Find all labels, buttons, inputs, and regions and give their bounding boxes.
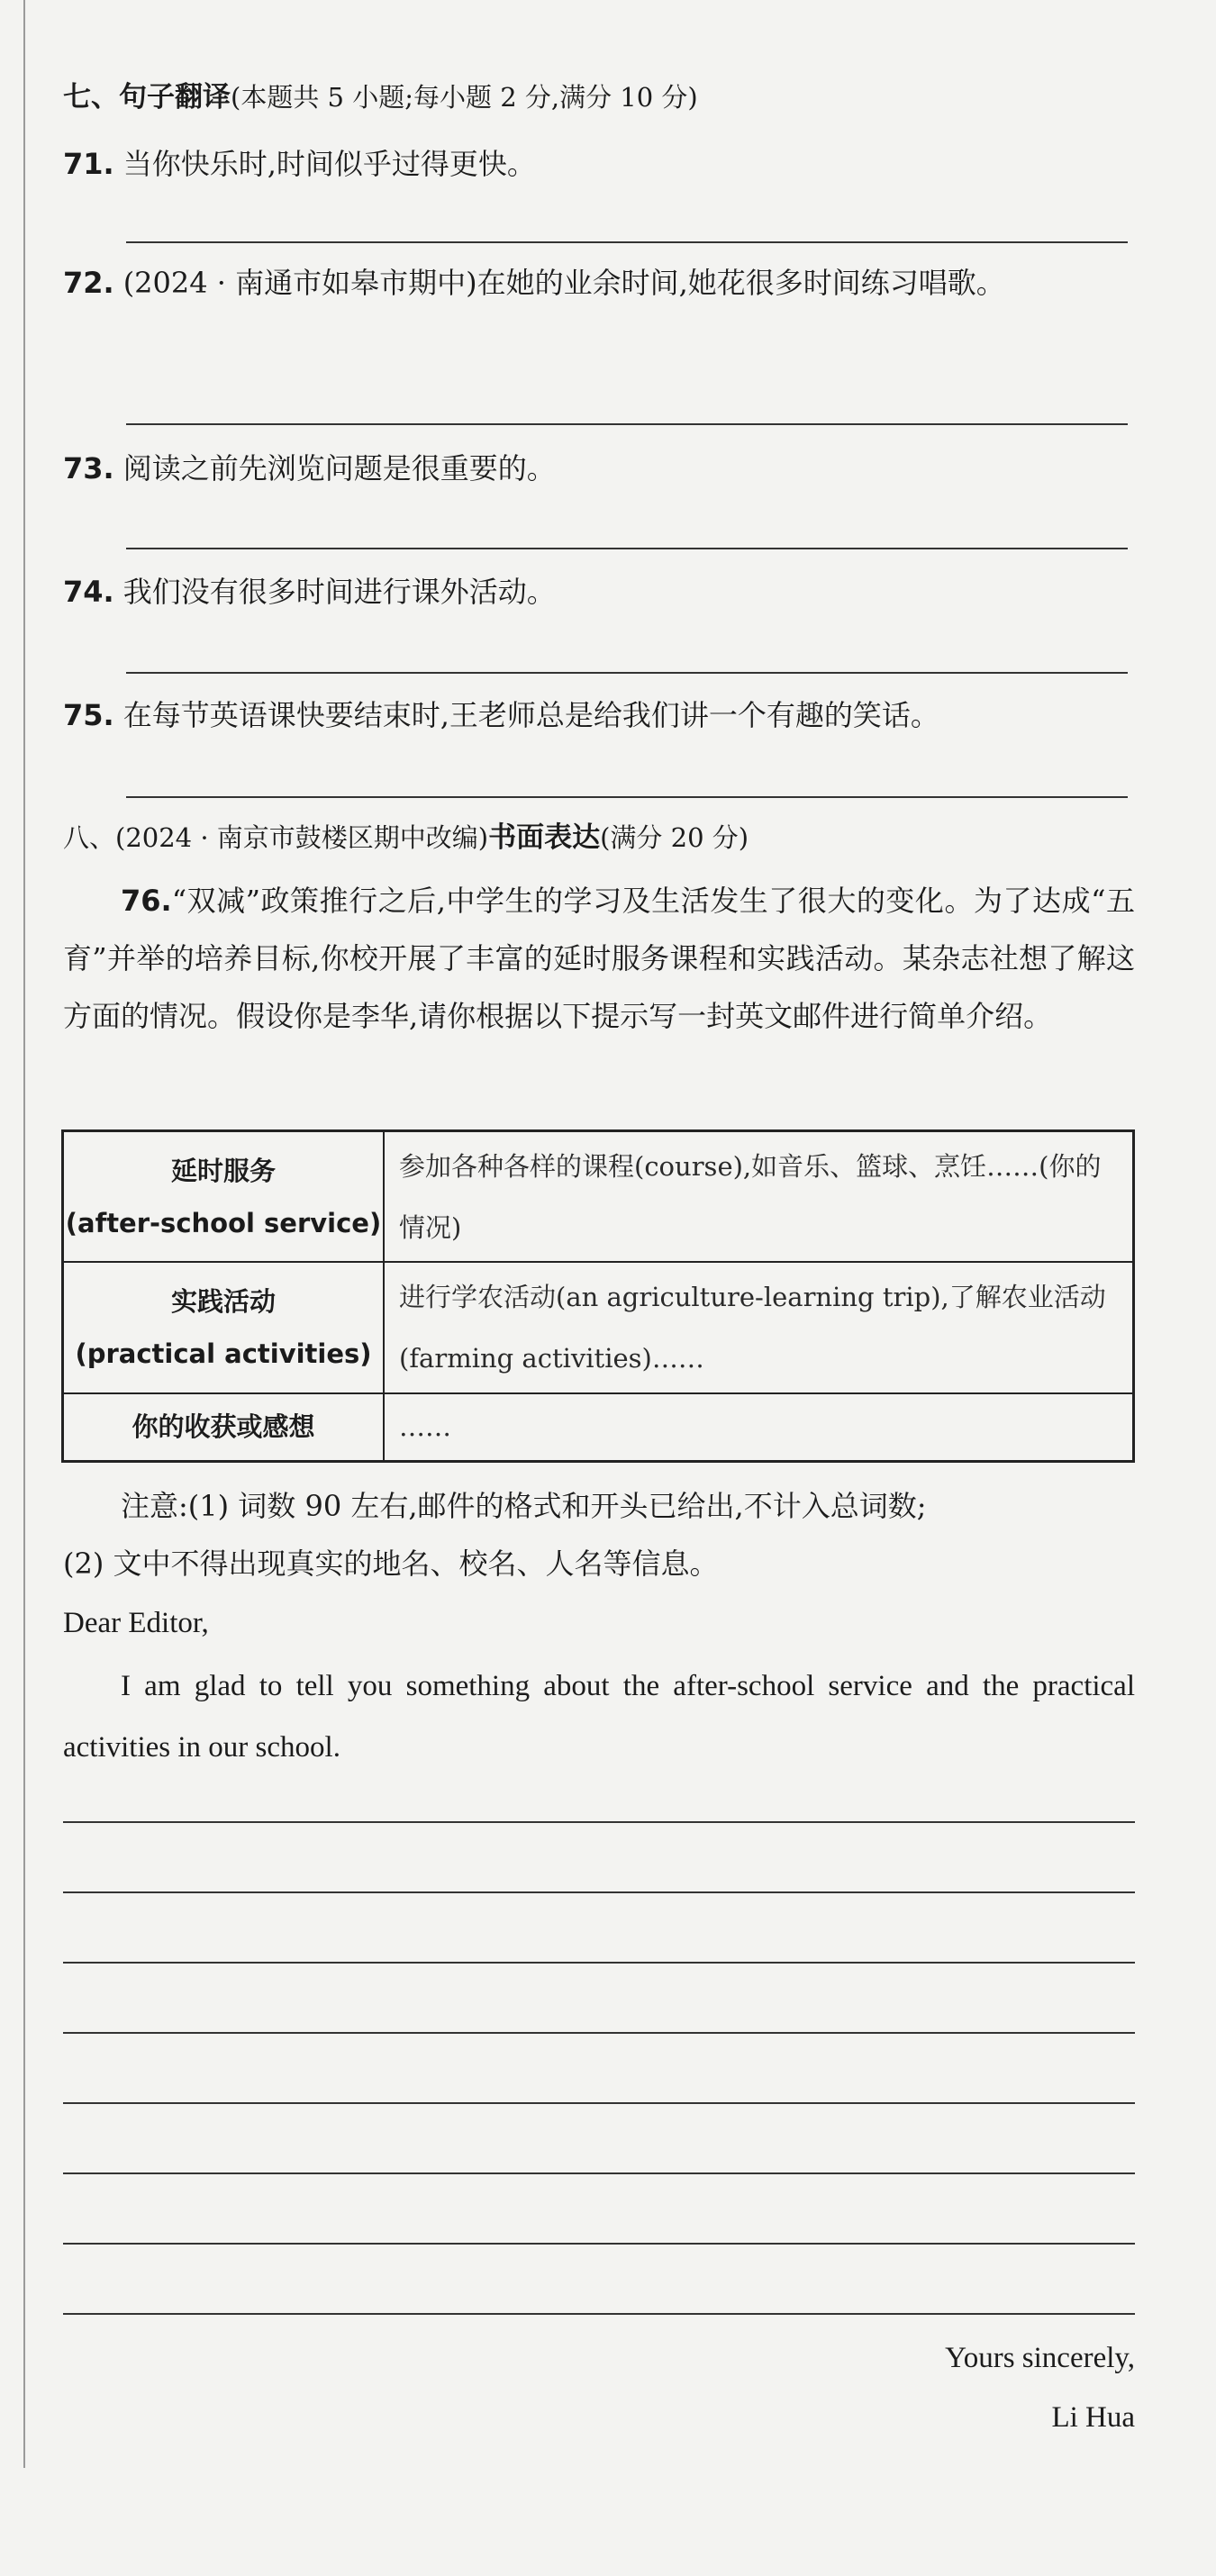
letter-signature: Li Hua xyxy=(1051,2401,1135,2434)
section-8-title: 八、(2024 · 南京市鼓楼区期中改编)书面表达(满分 20 分) xyxy=(63,821,749,854)
letter-opening: I am glad to tell you something about the after-school service and the practical activities in our school. xyxy=(63,1670,1135,1764)
table-row xyxy=(63,1131,1134,1263)
table-row xyxy=(63,1262,1134,1392)
row-value: 参加各种各样的课程(course),如音乐、篮球、烹饪……(你的情况) xyxy=(384,1131,1134,1263)
row-label: 实践活动 (practical activities) xyxy=(63,1262,385,1392)
row-label: 延时服务 (after-school service) xyxy=(63,1131,385,1263)
answer-line-71[interactable] xyxy=(126,241,1128,243)
writing-line[interactable] xyxy=(63,2032,1135,2034)
answer-line-73[interactable] xyxy=(126,548,1128,549)
writing-line[interactable] xyxy=(63,1821,1135,1823)
note-line-2: (2) 文中不得出现真实的地名、校名、人名等信息。 xyxy=(63,1547,719,1581)
writing-line[interactable] xyxy=(63,2172,1135,2174)
question-73: 73. 阅读之前先浏览问题是很重要的。 xyxy=(63,451,556,485)
row-value: …… xyxy=(384,1393,1134,1462)
answer-line-72[interactable] xyxy=(126,423,1128,425)
answer-line-75[interactable] xyxy=(126,796,1128,798)
question-72: 72. (2024 · 南通市如皋市期中)在她的业余时间,她花很多时间练习唱歌。 xyxy=(63,266,1005,300)
writing-line[interactable] xyxy=(63,2102,1135,2104)
row-label: 你的收获或感想 xyxy=(63,1393,385,1462)
question-75: 75. 在每节英语课快要结束时,王老师总是给我们讲一个有趣的笑话。 xyxy=(63,698,939,732)
note-line-1: 注意:(1) 词数 90 左右,邮件的格式和开头已给出,不计入总词数; xyxy=(121,1489,927,1523)
page-margin-rule xyxy=(23,0,25,2468)
row-value: 进行学农活动(an agriculture-learning trip),了解农业活动(farming activities)…… xyxy=(384,1262,1134,1392)
question-71: 71. 当你快乐时,时间似乎过得更快。 xyxy=(63,147,536,181)
answer-line-74[interactable] xyxy=(126,672,1128,674)
letter-closing: Yours sincerely, xyxy=(945,2342,1135,2374)
task-76-prompt: 76.“双减”政策推行之后,中学生的学习及生活发生了很大的变化。为了达成“五育”并举的培养目标,你校开展了丰富的延时服务课程和实践活动。某杂志社想了解这方面的情况。假设你是李华,请你根据以下提示写一封英文邮件进行简单介绍。 xyxy=(63,884,1135,1033)
table-row xyxy=(63,1393,1134,1462)
writing-line[interactable] xyxy=(63,1891,1135,1893)
letter-salutation: Dear Editor, xyxy=(63,1607,209,1639)
question-74: 74. 我们没有很多时间进行课外活动。 xyxy=(63,575,556,609)
hint-table xyxy=(61,1129,1135,1463)
writing-line[interactable] xyxy=(63,2313,1135,2315)
writing-line[interactable] xyxy=(63,1962,1135,1964)
writing-line[interactable] xyxy=(63,2243,1135,2245)
section-7-title: 七、句子翻译(本题共 5 小题;每小题 2 分,满分 10 分) xyxy=(63,81,698,113)
